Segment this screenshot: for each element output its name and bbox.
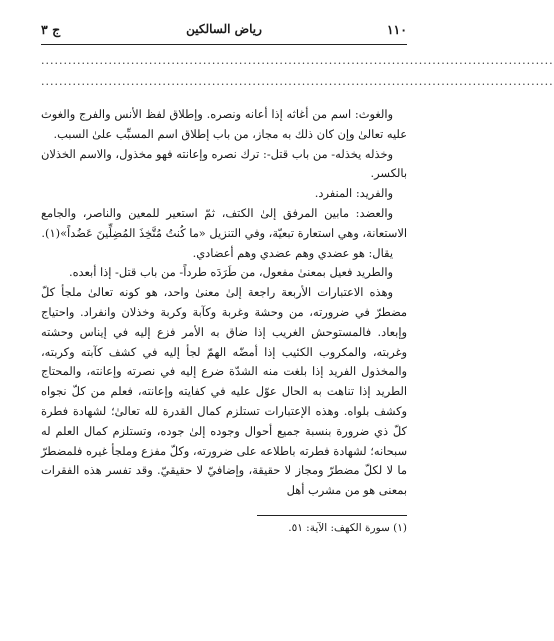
page-number: ١١٠ <box>386 22 407 37</box>
paragraph: وهذه الاعتبارات الأربعة راجعة إلىٰ معنىٰ واحد، هو كونه تعالىٰ ملجأ كلّ مضطرّ في ضرورته، من وحشة وغربة وكآبة وكربة وخذلان وانفراد. واحتياج وإبعاد. فالمستوحش الغريب إذا ضاق به الأمر فزع إليه في إيناس وحشته وغربته، والمكروب الكئيب إذا أمضّه الهمّ لجأ إليه في كشف كآبته وكربته، والمخذول الفريد إذا بلغت منه الشدّة ضرع إليه في نصرته وإعانته، والمحتاج الطريد إذا تناهت به الحال عوّل عليه في كفايته وإعانته، فعلم من كلّ نجواه وكشف بلواه. وهذه الإعتبارات تستلزم كمال القدرة لله تعالىٰ؛ لشهادة فطرة كلّ ذي ضرورة بنسبة جميع أحوال وجوده إلىٰ جوده، وتستلزم كمال العلم له سبحانه؛ لشهادة فطرته باطلاعه على ضرورته، وكلّ مفزع وملجأ غيره فلمضطرّ ما لا لكلّ مضطرّ ومجاز لا حقيقة، وإضافيّ لا حقيقيّ. وقد تفسر هذه الفقرات بمعنى هو من مشرب أهل <box>41 285 407 498</box>
dotted-line-2: .................................................................................................................. <box>41 75 554 88</box>
page-header <box>41 22 407 42</box>
running-title: رياض السالكين <box>186 22 262 36</box>
dotted-line-1: .................................................................................................................. <box>41 54 554 67</box>
paragraph: والفريد: المنفرد. <box>314 186 393 201</box>
paragraph: والغوث: اسم من أغاثه إذا أعانه ونصره. وإطلاق لفظ الأنس والفرج والغوث عليه تعالىٰ وإن كان ذلك به مجاز، من باب إطلاق اسم المسبِّب علىٰ السبب. <box>41 107 407 141</box>
paragraph: والعضد: مابين المرفق إلىٰ الكتف، ثمّ استعير للمعين والناصر، والجامع الاستعانة، وهي استعارة تبعيّة، وفي التنزيل «ما كُنتُ مُتَّخِذَ المُضِلِّينَ عَضُداً»(١). <box>41 205 407 240</box>
footnote: (١) سورة الكهف: الآية: ٥١. <box>288 521 407 534</box>
paragraph: يقال: هو عضدي وهم عضدي وهم أعضادي. <box>192 245 393 260</box>
main-text <box>41 105 407 501</box>
paragraph: والطريد فعيل بمعنىٰ مفعول، من طَرَدَه طرداً- من باب قتل- إذا أبعده. <box>68 265 393 280</box>
paragraph: وخذله يخذله- من باب قتل-: ترك نصره وإعانته فهو مخذول، والاسم الخذلان بالكسر. <box>41 146 407 181</box>
header-rule <box>41 44 407 45</box>
footnote-separator <box>257 515 407 516</box>
volume-label: ج ٣ <box>41 22 61 37</box>
